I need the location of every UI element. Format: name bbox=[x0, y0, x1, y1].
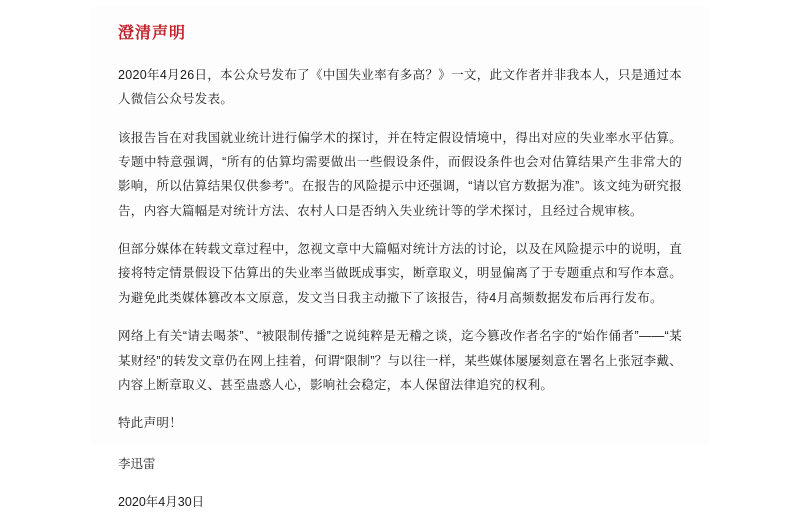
paragraph-5: 特此声明！ bbox=[118, 416, 183, 431]
left-letterbox bbox=[0, 0, 90, 450]
paragraph-4: 网络上有关“请去喝茶”、“被限制传播”之说纯粹是无稽之谈，迄今篡改作者名字的“始作俑者”——“某某财经”的转发文章仍在网上挂着，何谓“限制”？与以往一样，某些媒体屡屡刻意在署名上张冠李戴、内容上断章取义、甚至蛊惑人心，影响社会稳定，本人保留法律追究的权利。 bbox=[118, 329, 682, 392]
author-signature: 李迅雷 bbox=[118, 456, 156, 471]
statement-date: 2020年4月30日 bbox=[118, 495, 205, 510]
paragraph-2: 该报告旨在对我国就业统计进行偏学术的探讨，并在特定假设情境中，得出对应的失业率水平估算。专题中特意强调，“所有的估算均需要做出一些假设条件，而假设条件也会对估算结果产生非常大的影响，所以估算结果仅供参考”。在报告的风险提示中还强调，“请以官方数据为准”。该文纯为研究报告，内容大篇幅是对统计方法、农村人口是否纳入失业统计等的学术探讨，且经过合规审核。 bbox=[118, 130, 682, 218]
right-letterbox bbox=[710, 0, 800, 450]
paragraph-1: 2020年4月26日，本公众号发布了《中国失业率有多高？》一文，此文作者并非我本人，只是通过本人微信公众号发表。 bbox=[118, 67, 682, 107]
paragraph-3: 但部分媒体在转载文章过程中，忽视文章中大篇幅对统计方法的讨论，以及在风险提示中的说明，直接将特定情景假设下估算出的失业率当做既成事实，断章取义，明显偏离了于专题重点和写作本意。为避免此类媒体篡改本文原意，发文当日我主动撤下了该报告，待4月高频数据发布后再行发布。 bbox=[118, 242, 682, 305]
document-title: 澄清声明 bbox=[118, 25, 187, 42]
statement-document bbox=[90, 6, 710, 510]
document-body bbox=[118, 63, 682, 436]
